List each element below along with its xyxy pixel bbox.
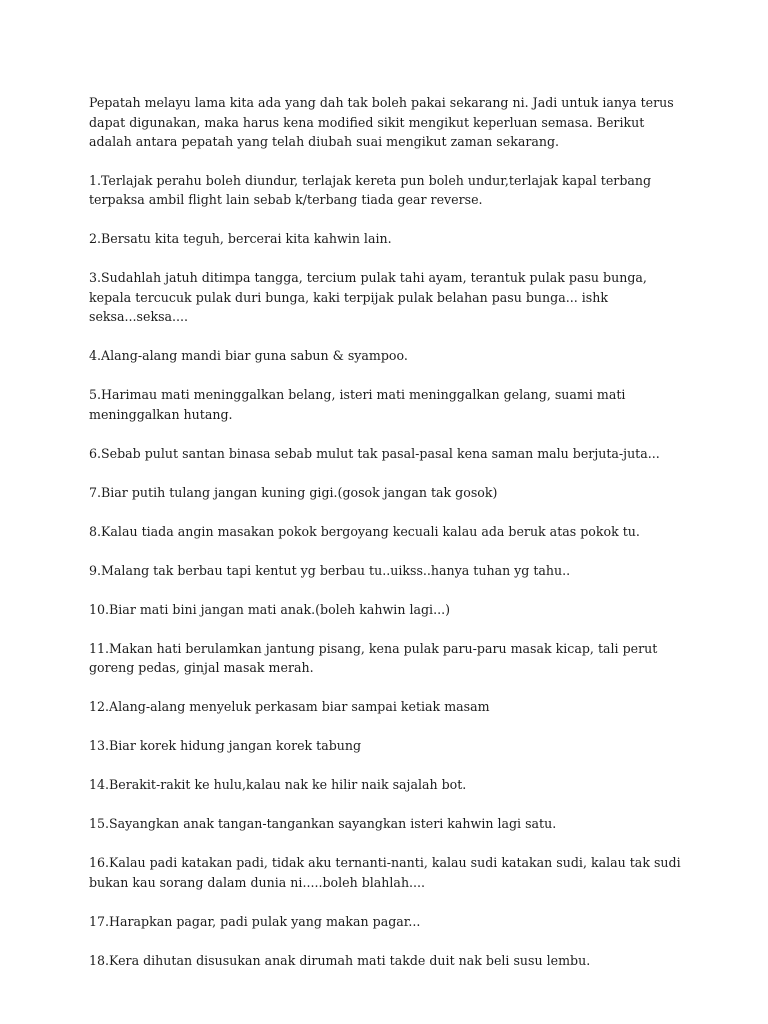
list-item: 17.Harapkan pagar, padi pulak yang makan pagar... [89, 913, 421, 929]
list-item: 13.Biar korek hidung jangan korek tabung [89, 738, 362, 753]
list-item: 10.Biar mati bini jangan mati anak.(boleh kahwin lagi...) [89, 601, 451, 617]
list-item: 7.Biar putih tulang jangan kuning gigi.(gosok jangan tak gosok) [89, 484, 498, 500]
list-item: 9.Malang tak berbau tapi kentut yg berbau tu..uikss..hanya tuhan yg tahu.. [89, 562, 571, 578]
document-body [89, 93, 689, 990]
list-item: 3.Sudahlah jatuh ditimpa tangga, tercium pulak tahi ayam, terantuk pulak pasu bunga, kepala tercucuk pulak duri bunga, kaki terpijak pulak belahan pasu bunga... ishk seksa...seksa.... [89, 270, 647, 324]
list-item: 8.Kalau tiada angin masakan pokok bergoyang kecuali kalau ada beruk atas pokok tu. [89, 523, 640, 539]
list-item: 4.Alang-alang mandi biar guna sabun & syampoo. [89, 348, 408, 363]
list-item: 2.Bersatu kita teguh, bercerai kita kahwin lain. [89, 231, 392, 246]
list-item: 6.Sebab pulut santan binasa sebab mulut tak pasal-pasal kena saman malu berjuta-juta... [89, 445, 660, 461]
list-item: 15.Sayangkan anak tangan-tangankan sayangkan isteri kahwin lagi satu. [89, 816, 557, 831]
list-item: 14.Berakit-rakit ke hulu,kalau nak ke hilir naik sajalah bot. [89, 777, 467, 792]
list-item: 11.Makan hati berulamkan jantung pisang, kena pulak paru-paru masak kicap, tali perut goreng pedas, ginjal masak merah. [89, 640, 658, 675]
list-item: 16.Kalau padi katakan padi, tidak aku ternanti-nanti, kalau sudi katakan sudi, kalau tak sudi bukan kau sorang dalam dunia ni.....boleh blahlah.... [89, 855, 681, 890]
list-item: 5.Harimau mati meninggalkan belang, isteri mati meninggalkan gelang, suami mati meninggalkan hutang. [89, 387, 626, 422]
intro-paragraph: Pepatah melayu lama kita ada yang dah tak boleh pakai sekarang ni. Jadi untuk ianya terus dapat digunakan, maka harus kena modified sikit mengikut keperluan semasa. Berikut adalah antara pepatah yang telah diubah suai mengikut zaman sekarang. [89, 95, 674, 149]
list-item: 12.Alang-alang menyeluk perkasam biar sampai ketiak masam [89, 699, 490, 714]
list-item: 18.Kera dihutan disusukan anak dirumah mati takde duit nak beli susu lembu. [89, 952, 591, 968]
list-item: 1.Terlajak perahu boleh diundur, terlajak kereta pun boleh undur,terlajak kapal terbang terpaksa ambil flight lain sebab k/terbang tiada gear reverse. [89, 172, 652, 207]
